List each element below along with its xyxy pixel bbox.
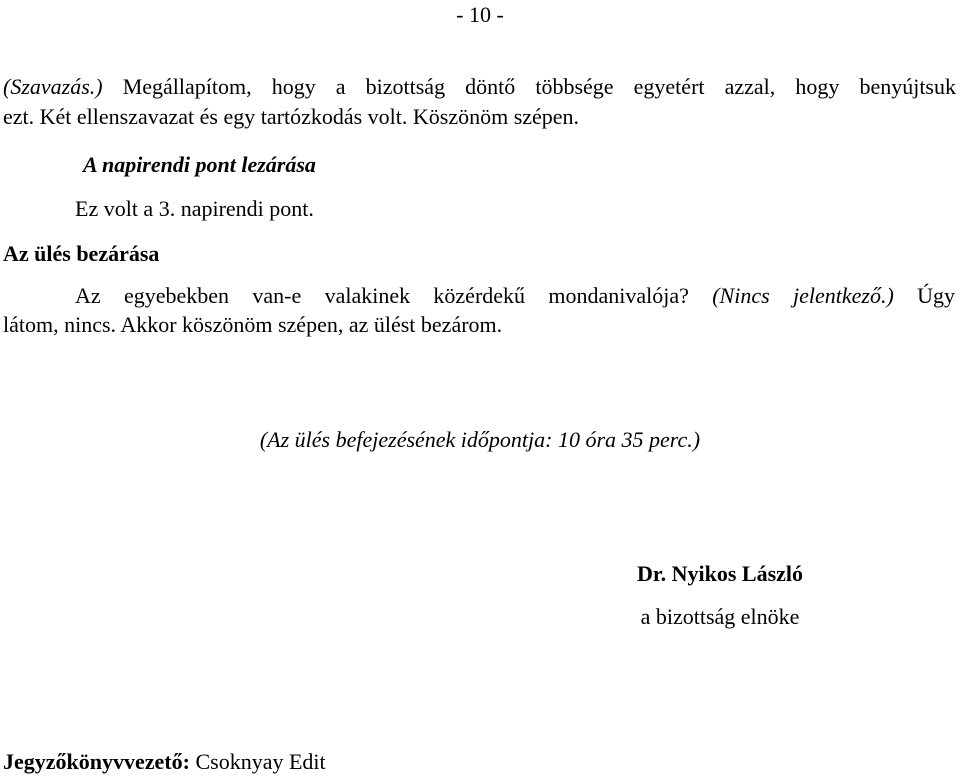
session-close-line2: látom, nincs. Akkor köszönöm szépen, az ülést bezárom. <box>3 312 503 337</box>
session-close-line1 <box>75 283 955 309</box>
page-number: - 10 - <box>456 2 504 27</box>
session-close-heading: Az ülés bezárása <box>3 241 160 266</box>
vote-note: (Szavazás.) <box>3 74 103 99</box>
agenda-close-text: Ez volt a 3. napirendi pont. <box>75 196 314 221</box>
agenda-close-heading: A napirendi pont lezárása <box>83 152 316 177</box>
vote-paragraph-line1 <box>3 74 956 100</box>
session-close-note: (Nincs jelentkező.) <box>712 283 894 308</box>
session-close-question: Az egyebekben van-e valakinek közérdekű mondanivalója? <box>75 283 713 308</box>
recorder-line <box>3 749 326 775</box>
signature-name: Dr. Nyikos László <box>636 561 804 586</box>
vote-paragraph-line2: ezt. Két ellenszavazat és egy tartózkodás volt. Köszönöm szépen. <box>3 104 580 129</box>
vote-statement: Megállapítom, hogy a bizottság döntő többsége egyetért azzal, hogy benyújtsuk <box>102 74 956 99</box>
end-time: (Az ülés befejezésének időpontja: 10 óra 35 perc.) <box>259 427 701 452</box>
recorder-name: Csoknyay Edit <box>189 749 326 774</box>
signature-title: a bizottság elnöke <box>640 604 800 629</box>
recorder-label: Jegyzőkönyvvezető: <box>3 749 190 774</box>
session-close-answer: Úgy <box>893 283 956 308</box>
